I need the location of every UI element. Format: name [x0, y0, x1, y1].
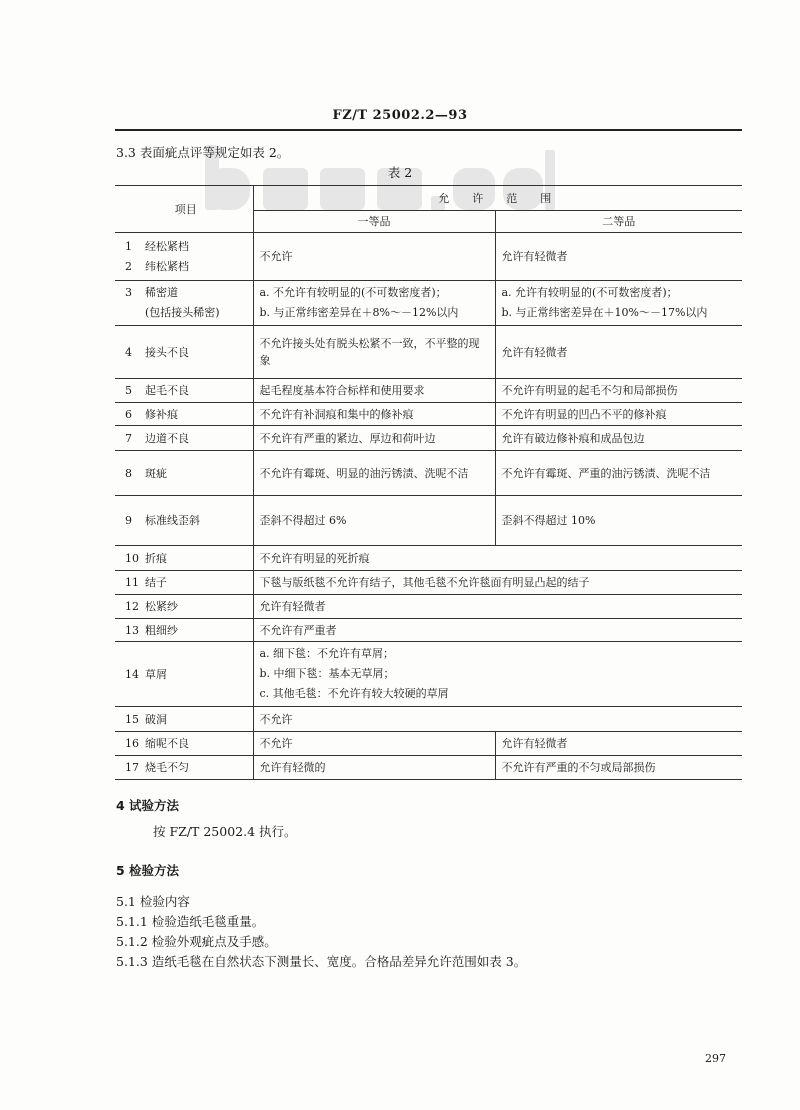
item-line: [125, 666, 247, 683]
item-name: 斑疵: [145, 466, 167, 480]
allowance-grade2: 允许有轻微者: [495, 732, 742, 756]
table-row: [115, 732, 742, 756]
cell-line: b. 与正常纬密差异在＋8%～－12%以内: [259, 306, 459, 319]
item-name: 接头不良: [145, 345, 189, 359]
table-row: [115, 451, 742, 496]
table-row: [115, 756, 742, 780]
table-row: [115, 642, 742, 707]
allowance-grade1: [253, 281, 495, 326]
item-name: 修补痕: [145, 407, 178, 421]
item-number: 16: [125, 737, 139, 750]
item-name: 粗细纱: [145, 623, 178, 637]
item-line: [125, 759, 247, 776]
item-number: 6: [125, 407, 132, 421]
section-5-1-1: 5.1.1 检验造纸毛毯重量。: [116, 914, 265, 929]
table-row: [115, 403, 742, 426]
item-number: 5: [125, 384, 132, 397]
item-name: 松紧纱: [145, 600, 178, 613]
document-header: FZ/T 25002.2—93: [332, 108, 468, 123]
allowance-grade2: 允许有轻微者: [495, 326, 742, 379]
allowance-grade1: 不允许: [253, 233, 495, 281]
page-number: 297: [705, 1052, 726, 1065]
item-cell: [115, 379, 253, 403]
allowance-grade2: [495, 281, 742, 326]
item-line: [125, 711, 247, 728]
table-caption: 表 2: [387, 165, 413, 180]
item-cell: [115, 707, 253, 732]
item-name: 结子: [145, 576, 167, 589]
item-number: 8: [125, 466, 132, 480]
item-line: [125, 406, 247, 423]
allowance-grade1: 歪斜不得超过 6%: [253, 496, 495, 546]
item-name: 破洞: [145, 712, 167, 726]
allowance-grade1: 不允许有补洞痕和集中的修补痕: [253, 403, 495, 426]
table-row: [115, 619, 742, 642]
col-header-grade1: 一等品: [253, 211, 495, 233]
allowance-grade2: 允许有破边修补痕和成品包边: [495, 426, 742, 451]
item-cell: [115, 756, 253, 780]
col-header-item: 项目: [115, 186, 253, 233]
section-4-text: 按 FZ/T 25002.4 执行。: [153, 824, 297, 839]
item-name: 边道不良: [145, 431, 189, 445]
item-number: 12: [125, 600, 139, 613]
item-cell: [115, 233, 253, 281]
item-line: [125, 512, 247, 529]
item-name: 烧毛不匀: [145, 761, 189, 774]
item-cell: [115, 326, 253, 379]
table-row: [115, 326, 742, 379]
section-4-title: 4 试验方法: [116, 798, 180, 813]
allowance-grade1: 不允许有霉斑、明显的油污锈渍、洗呢不洁: [253, 451, 495, 496]
item-number: 1: [125, 239, 132, 253]
item-line: [125, 303, 247, 323]
cell-line: b. 中细下毯：基本无草屑；: [259, 667, 395, 680]
item-number: 17: [125, 761, 139, 774]
header-rule: [115, 129, 742, 131]
item-line: [125, 735, 247, 752]
table-row: [115, 379, 742, 403]
item-cell: [115, 642, 253, 707]
item-name: 纬松紧档: [145, 259, 189, 273]
allowance-all-grades: 下毯与版纸毯不允许有结子，其他毛毯不允许毯面有明显凸起的结子: [253, 571, 742, 595]
item-number: 10: [125, 551, 139, 565]
item-cell: [115, 403, 253, 426]
allowance-grade2: 允许有轻微者: [495, 233, 742, 281]
item-line: [125, 550, 247, 567]
item-cell: [115, 546, 253, 571]
table-row: [115, 595, 742, 619]
item-name: 缩呢不良: [145, 737, 189, 750]
item-line: [125, 382, 247, 399]
item-name: 稀密道: [145, 286, 178, 299]
item-line: [125, 622, 247, 639]
table-row: [115, 281, 742, 326]
cell-line: a. 允许有较明显的(不可数密度者)；: [501, 286, 678, 299]
sections-4-5: [0, 796, 800, 976]
cell-line: a. 不允许有较明显的(不可数密度者)；: [259, 286, 447, 299]
item-number: 7: [125, 431, 132, 445]
allowance-all-grades: 不允许有明显的死折痕: [253, 546, 742, 571]
item-number: 3: [125, 286, 132, 299]
allowance-grade2: 不允许有霉斑、严重的油污锈渍、洗呢不洁: [495, 451, 742, 496]
section-5-1: 5.1 检验内容: [116, 894, 190, 909]
table-row: [115, 426, 742, 451]
table-row: [115, 233, 742, 281]
cell-line: b. 与正常纬密差异在＋10%～－17%以内: [501, 306, 708, 319]
table-row: [115, 571, 742, 595]
allowance-all-grades: 不允许: [253, 707, 742, 732]
defect-grading-table: [115, 185, 742, 780]
item-line: [125, 430, 247, 447]
item-line: [125, 574, 247, 591]
item-name: 标准线歪斜: [145, 514, 200, 527]
item-name: 经松紧档: [145, 239, 189, 253]
section-5-title: 5 检验方法: [116, 863, 180, 878]
cell-line: a. 细下毯：不允许有草屑；: [259, 647, 395, 660]
allowance-grade1: 不允许接头处有脱头松紧不一致，不平整的现象: [253, 326, 495, 379]
item-line: [125, 344, 247, 361]
item-cell: [115, 571, 253, 595]
item-line: [125, 257, 247, 277]
item-line: [125, 237, 247, 257]
section-3-3: 3.3 表面疵点评等规定如表 2。: [116, 145, 290, 160]
item-number: 2: [125, 259, 132, 273]
allowance-all-grades: [253, 642, 742, 707]
table-row: [115, 707, 742, 732]
col-header-range: 允 许 范 围: [253, 186, 742, 211]
allowance-grade2: 不允许有严重的不匀或局部损伤: [495, 756, 742, 780]
section-5-1-2: 5.1.2 检验外观疵点及手感。: [116, 934, 277, 949]
item-number: 13: [125, 623, 139, 637]
item-cell: [115, 451, 253, 496]
item-number: 14: [125, 667, 139, 681]
item-name: (包括接头稀密): [145, 306, 220, 319]
item-number: 15: [125, 712, 139, 726]
allowance-grade1: 起毛程度基本符合标样和使用要求: [253, 379, 495, 403]
cell-line: c. 其他毛毯：不允许有较大较硬的草屑: [259, 687, 449, 700]
allowance-all-grades: 允许有轻微者: [253, 595, 742, 619]
item-cell: [115, 595, 253, 619]
section-5-1-3: 5.1.3 造纸毛毯在自然状态下测量长、宽度。合格品差异允许范围如表 3。: [116, 954, 527, 969]
item-number: 9: [125, 514, 132, 527]
table-row: [115, 496, 742, 546]
allowance-all-grades: 不允许有严重者: [253, 619, 742, 642]
item-number: 11: [125, 576, 139, 589]
item-name: 草屑: [145, 667, 167, 681]
item-cell: [115, 619, 253, 642]
item-line: [125, 283, 247, 303]
item-name: 折痕: [145, 551, 167, 565]
allowance-grade1: 不允许: [253, 732, 495, 756]
item-cell: [115, 732, 253, 756]
item-number: 4: [125, 345, 132, 359]
allowance-grade2: 不允许有明显的起毛不匀和局部损伤: [495, 379, 742, 403]
allowance-grade1: 允许有轻微的: [253, 756, 495, 780]
col-header-grade2: 二等品: [495, 211, 742, 233]
allowance-grade2: 不允许有明显的凹凸不平的修补痕: [495, 403, 742, 426]
item-line: [125, 598, 247, 615]
allowance-grade1: 不允许有严重的紧边、厚边和荷叶边: [253, 426, 495, 451]
item-name: 起毛不良: [145, 384, 189, 397]
item-cell: [115, 496, 253, 546]
item-line: [125, 465, 247, 482]
item-cell: [115, 281, 253, 326]
table-row: [115, 546, 742, 571]
allowance-grade2: 歪斜不得超过 10%: [495, 496, 742, 546]
item-cell: [115, 426, 253, 451]
